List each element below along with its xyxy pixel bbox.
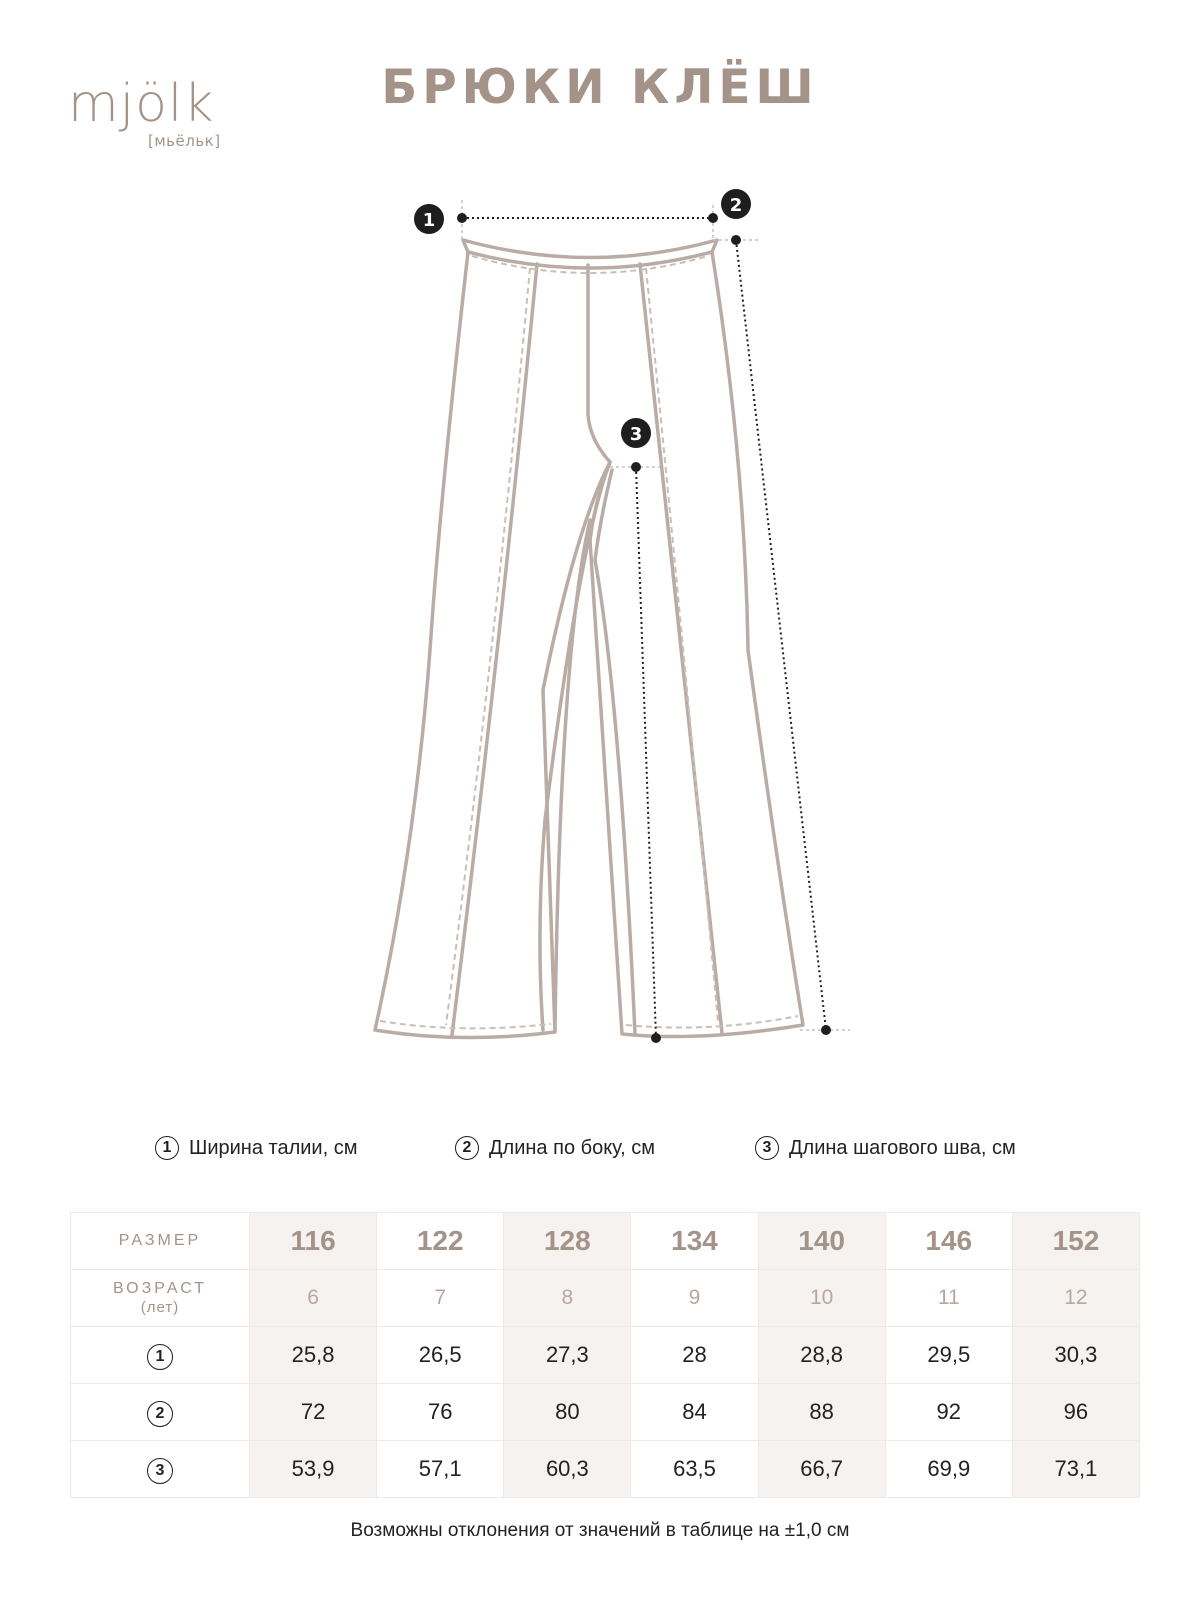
right-leg-outline bbox=[590, 252, 803, 1037]
age-cell: 7 bbox=[377, 1270, 504, 1327]
side-length-measure-line bbox=[736, 240, 826, 1030]
row-label-cell bbox=[71, 1384, 250, 1441]
row-num-2: 2 bbox=[147, 1401, 173, 1427]
value-cell: 28 bbox=[631, 1327, 758, 1384]
table-row-inseam bbox=[71, 1441, 1140, 1498]
value-cell: 63,5 bbox=[631, 1441, 758, 1498]
value-cell: 29,5 bbox=[885, 1327, 1012, 1384]
value-cell: 25,8 bbox=[250, 1327, 377, 1384]
age-cell: 8 bbox=[504, 1270, 631, 1327]
size-cell: 128 bbox=[504, 1213, 631, 1270]
value-cell: 30,3 bbox=[1012, 1327, 1139, 1384]
age-header-label: ВОЗРАСТ bbox=[113, 1280, 207, 1297]
age-cell: 10 bbox=[758, 1270, 885, 1327]
legend-item-side-length bbox=[455, 1136, 655, 1160]
value-cell: 80 bbox=[504, 1384, 631, 1441]
value-cell: 53,9 bbox=[250, 1441, 377, 1498]
inseam-bottom-dot bbox=[651, 1033, 661, 1043]
value-cell: 76 bbox=[377, 1384, 504, 1441]
side-bottom-dot bbox=[821, 1025, 831, 1035]
right-hem-stitch bbox=[626, 1016, 798, 1028]
value-cell: 73,1 bbox=[1012, 1441, 1139, 1498]
value-cell: 72 bbox=[250, 1384, 377, 1441]
waist-right-dot bbox=[708, 213, 718, 223]
legend-num-3: 3 bbox=[755, 1136, 779, 1160]
left-hem-stitch bbox=[380, 1021, 551, 1028]
waist-left-dot bbox=[457, 213, 467, 223]
pants-diagram bbox=[0, 180, 1200, 1080]
row-num-1: 1 bbox=[147, 1344, 173, 1370]
row-num-3: 3 bbox=[147, 1458, 173, 1484]
value-cell: 66,7 bbox=[758, 1441, 885, 1498]
logo-wordmark: mjölk bbox=[68, 74, 215, 134]
inner-leg-line bbox=[555, 520, 590, 1030]
table-row-size bbox=[71, 1213, 1140, 1270]
legend-item-waist bbox=[155, 1136, 357, 1160]
measurement-legend bbox=[0, 1136, 1200, 1176]
value-cell: 27,3 bbox=[504, 1327, 631, 1384]
value-cell: 57,1 bbox=[377, 1441, 504, 1498]
legend-num-1: 1 bbox=[155, 1136, 179, 1160]
size-header: РАЗМЕР bbox=[71, 1213, 250, 1270]
legend-label-waist: Ширина талии, см bbox=[189, 1136, 358, 1159]
tolerance-footnote: Возможны отклонения от значений в таблице на ±1,0 см bbox=[350, 1520, 850, 1541]
value-cell: 69,9 bbox=[885, 1441, 1012, 1498]
page-title: БРЮКИ КЛЁШ bbox=[381, 60, 819, 115]
age-cell: 9 bbox=[631, 1270, 758, 1327]
value-cell: 84 bbox=[631, 1384, 758, 1441]
value-cell: 96 bbox=[1012, 1384, 1139, 1441]
age-cell: 11 bbox=[885, 1270, 1012, 1327]
value-cell: 28,8 bbox=[758, 1327, 885, 1384]
row-label-cell bbox=[71, 1441, 250, 1498]
size-cell: 146 bbox=[885, 1213, 1012, 1270]
legend-label-inseam: Длина шагового шва, см bbox=[789, 1136, 1016, 1159]
marker-2-label: 2 bbox=[729, 195, 743, 216]
value-cell: 60,3 bbox=[504, 1441, 631, 1498]
inseam-measure-line bbox=[636, 467, 656, 1038]
table-row-waist bbox=[71, 1327, 1140, 1384]
table-row-side-length bbox=[71, 1384, 1140, 1441]
inseam-top-dot bbox=[631, 462, 641, 472]
left-stitch-seam bbox=[446, 268, 530, 1025]
size-cell: 152 bbox=[1012, 1213, 1139, 1270]
age-cell: 6 bbox=[250, 1270, 377, 1327]
age-header bbox=[71, 1270, 250, 1327]
value-cell: 92 bbox=[885, 1384, 1012, 1441]
side-top-dot bbox=[731, 235, 741, 245]
value-cell: 88 bbox=[758, 1384, 885, 1441]
left-leg-outline bbox=[375, 252, 610, 1038]
marker-1-label: 1 bbox=[422, 210, 436, 231]
size-cell: 134 bbox=[631, 1213, 758, 1270]
value-cell: 26,5 bbox=[377, 1327, 504, 1384]
size-cell: 122 bbox=[377, 1213, 504, 1270]
legend-item-inseam bbox=[755, 1136, 1016, 1160]
size-cell: 140 bbox=[758, 1213, 885, 1270]
age-header-unit: (лет) bbox=[140, 1299, 180, 1316]
logo-transcription: [мьёльк] bbox=[148, 132, 221, 150]
age-cell: 12 bbox=[1012, 1270, 1139, 1327]
brand-logo bbox=[68, 74, 228, 158]
table-row-age bbox=[71, 1270, 1140, 1327]
marker-3-label: 3 bbox=[629, 424, 643, 445]
row-label-cell bbox=[71, 1327, 250, 1384]
size-table bbox=[70, 1212, 1140, 1498]
size-cell: 116 bbox=[250, 1213, 377, 1270]
legend-num-2: 2 bbox=[455, 1136, 479, 1160]
legend-label-side-length: Длина по боку, см bbox=[489, 1136, 656, 1159]
left-panel-seam bbox=[452, 264, 537, 1035]
